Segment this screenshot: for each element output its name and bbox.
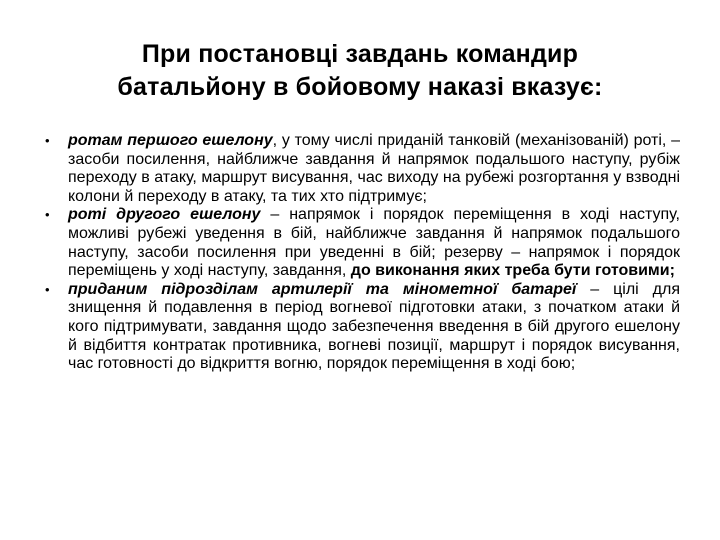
item-emphasis: до виконання яких треба бути готовими;: [350, 262, 675, 280]
list-item-first-echelon: [44, 132, 680, 206]
item-lead: приданим підрозділам артилерії та мінометної батареї: [68, 280, 577, 298]
item-lead: ротам першого ешелону: [68, 132, 273, 149]
list-item-second-echelon: [44, 206, 680, 280]
list-item-artillery: [44, 281, 680, 374]
bullet-icon: •: [45, 207, 50, 223]
title-line-1: При постановці завдань командир: [141, 40, 579, 68]
item-text: – напрямок і порядок переміщення в ході наступу, можливі рубежі уведення в бій, найближче завдання й напрямок подальшого наступу, засоби посилення при уведенні в бій; резерву – напрямок і порядок переміщень у ході наступу, завдання,: [68, 206, 680, 280]
item-text: , у тому числі приданій танковій (механізованій) роті, – засоби посилення, найближче завдання й напрямок подальшого наступу, рубіж переходу в атаку, маршрут висування, час виходу на рубежі розгортання у взводні колони й переходу в атаку, та тих хто підтримує;: [68, 132, 681, 205]
item-text: – цілі для знищення й подавлення в період вогневої підготовки атаки, з початком атаки й кого підтримувати, завдання щодо забезпечення введення в бій другого ешелону й відбиття контратак противника, вогневі позиції, маршрут і порядок висування, час готовності до відкриття вогню, порядок переміщення в ході бою;: [68, 280, 681, 373]
item-lead: роті другого ешелону: [68, 206, 261, 224]
bullet-icon: •: [45, 281, 50, 297]
bullet-icon: •: [45, 133, 50, 148]
slide-body: [44, 132, 680, 374]
title-line-2: батальйону в бойовому наказі вказує:: [117, 73, 603, 101]
slide-title: [60, 38, 660, 104]
